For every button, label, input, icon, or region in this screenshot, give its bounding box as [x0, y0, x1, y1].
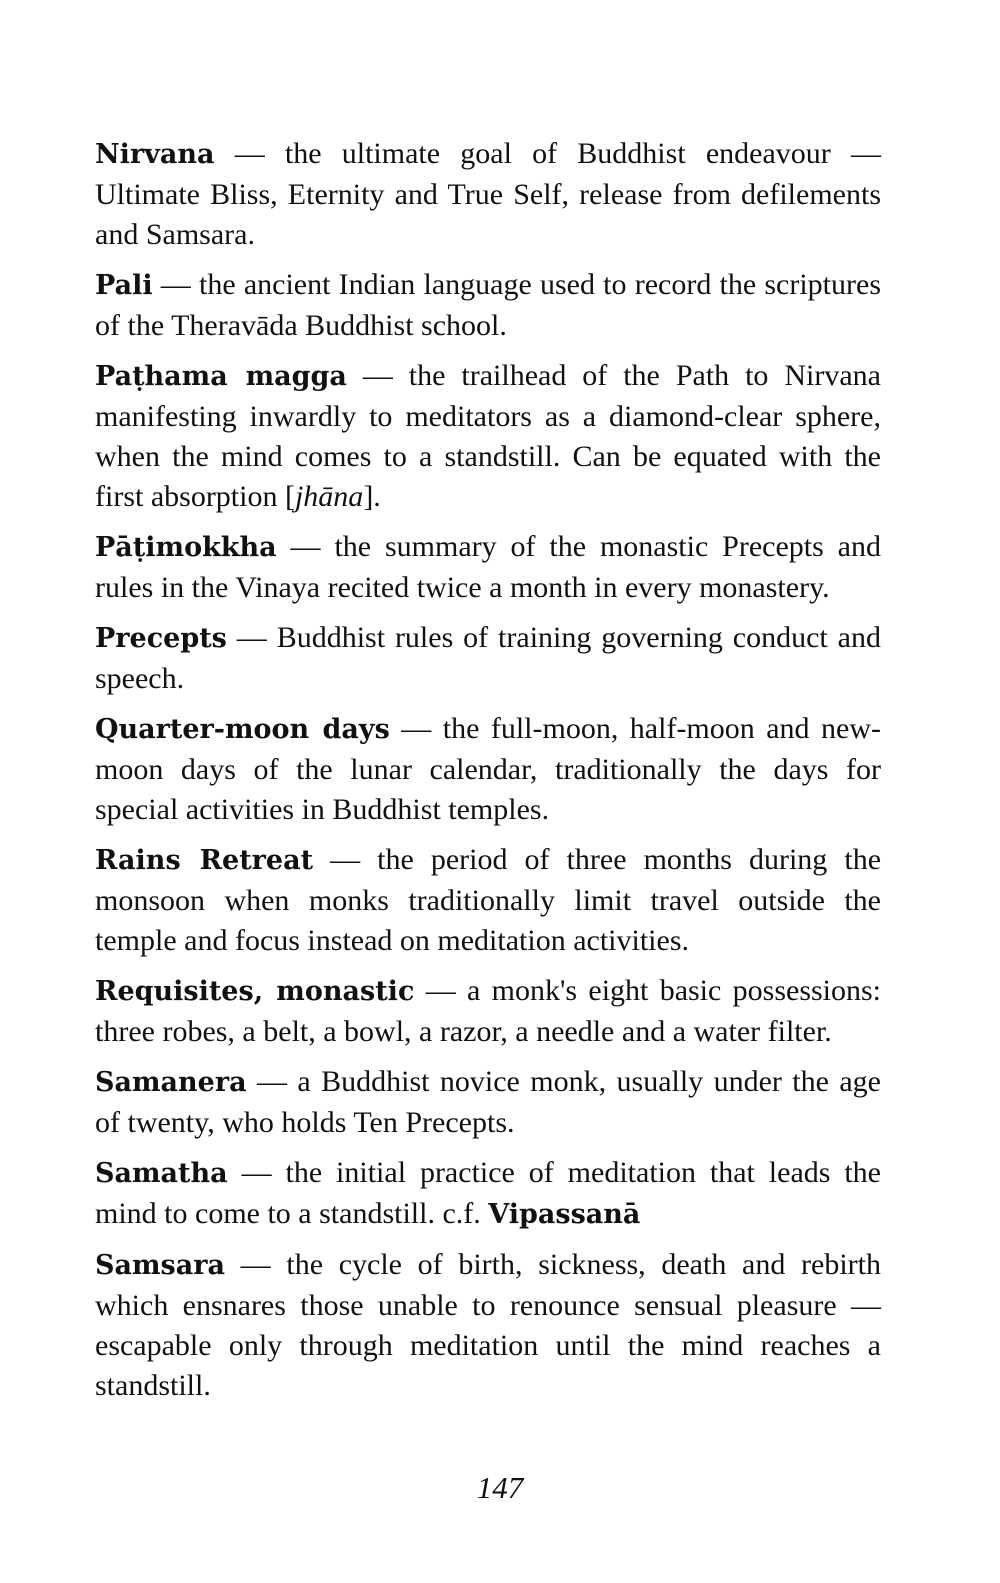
glossary-definition: — the ultimate goal of Buddhist endeavour — Ultimate Bliss, Eternity and True Self, release from defilements and Samsara. — [95, 137, 881, 251]
glossary-term: Nirvana — [95, 139, 215, 170]
glossary-term: Pali — [95, 270, 153, 301]
glossary-entry-nirvana — [95, 134, 881, 255]
glossary-term: Paṭhama magga — [95, 361, 347, 392]
page-number: 147 — [476, 1470, 524, 1505]
glossary-definition: — a Buddhist novice monk, usually under the age of twenty, who holds Ten Precepts. — [95, 1065, 881, 1139]
glossary-page — [95, 134, 881, 1416]
glossary-term: Quarter-moon days — [95, 714, 390, 745]
glossary-entry-precepts — [95, 618, 881, 699]
glossary-entry-samsara — [95, 1245, 881, 1406]
glossary-entry-pali — [95, 265, 881, 346]
glossary-definition: — the trailhead of the Path to Nirvana manifesting inwardly to meditators as a diamond-clear sphere, when the mind comes to a standstill. Can be equated with the first absorption [ — [95, 359, 881, 513]
glossary-definition: — a monk's eight basic possessions: three robes, a belt, a bowl, a razor, a needle and a water filter. — [95, 974, 882, 1048]
glossary-term: Samsara — [95, 1250, 225, 1281]
glossary-definition: — the ancient Indian language used to record the scriptures of the Theravāda Buddhist school. — [95, 268, 881, 342]
glossary-definition: — the full-moon, half-moon and new-moon days of the lunar calendar, traditionally the days for special activities in Buddhist temples. — [95, 712, 881, 826]
glossary-entry-samatha — [95, 1153, 881, 1235]
glossary-term: Rains Retreat — [95, 845, 314, 876]
glossary-entry-pathama-magga — [95, 356, 881, 517]
glossary-entry-rains-retreat — [95, 840, 881, 961]
glossary-term: Samanera — [95, 1067, 247, 1098]
glossary-definition: — the summary of the monastic Precepts and rules in the Vinaya recited twice a month in every monastery. — [95, 530, 881, 604]
glossary-definition: — Buddhist rules of training governing conduct and speech. — [95, 621, 881, 695]
glossary-entry-samanera — [95, 1062, 881, 1143]
glossary-definition: — the period of three months during the monsoon when monks traditionally limit travel outside the temple and focus instead on meditation activities. — [95, 843, 882, 957]
glossary-entry-requisites-monastic — [95, 971, 881, 1052]
glossary-entry-quarter-moon-days — [95, 709, 881, 830]
glossary-term: Pāṭimokkha — [95, 532, 277, 563]
glossary-entry-patimokkha — [95, 527, 881, 608]
glossary-definition: — the cycle of birth, sickness, death and rebirth which ensnares those unable to renounce sensual pleasure — escapable only through meditation until the mind reaches a standstill. — [95, 1248, 881, 1402]
glossary-definition-end: ]. — [363, 480, 381, 513]
glossary-term: Requisites, monastic — [95, 976, 415, 1007]
glossary-term: Samatha — [95, 1158, 228, 1189]
glossary-definition: — the initial practice of meditation that leads the mind to come to a standstill. c.f. — [95, 1156, 881, 1230]
glossary-term: Precepts — [95, 623, 227, 654]
glossary-cross-reference: Vipassanā — [488, 1199, 641, 1230]
glossary-italic-term: jhāna — [294, 480, 364, 513]
